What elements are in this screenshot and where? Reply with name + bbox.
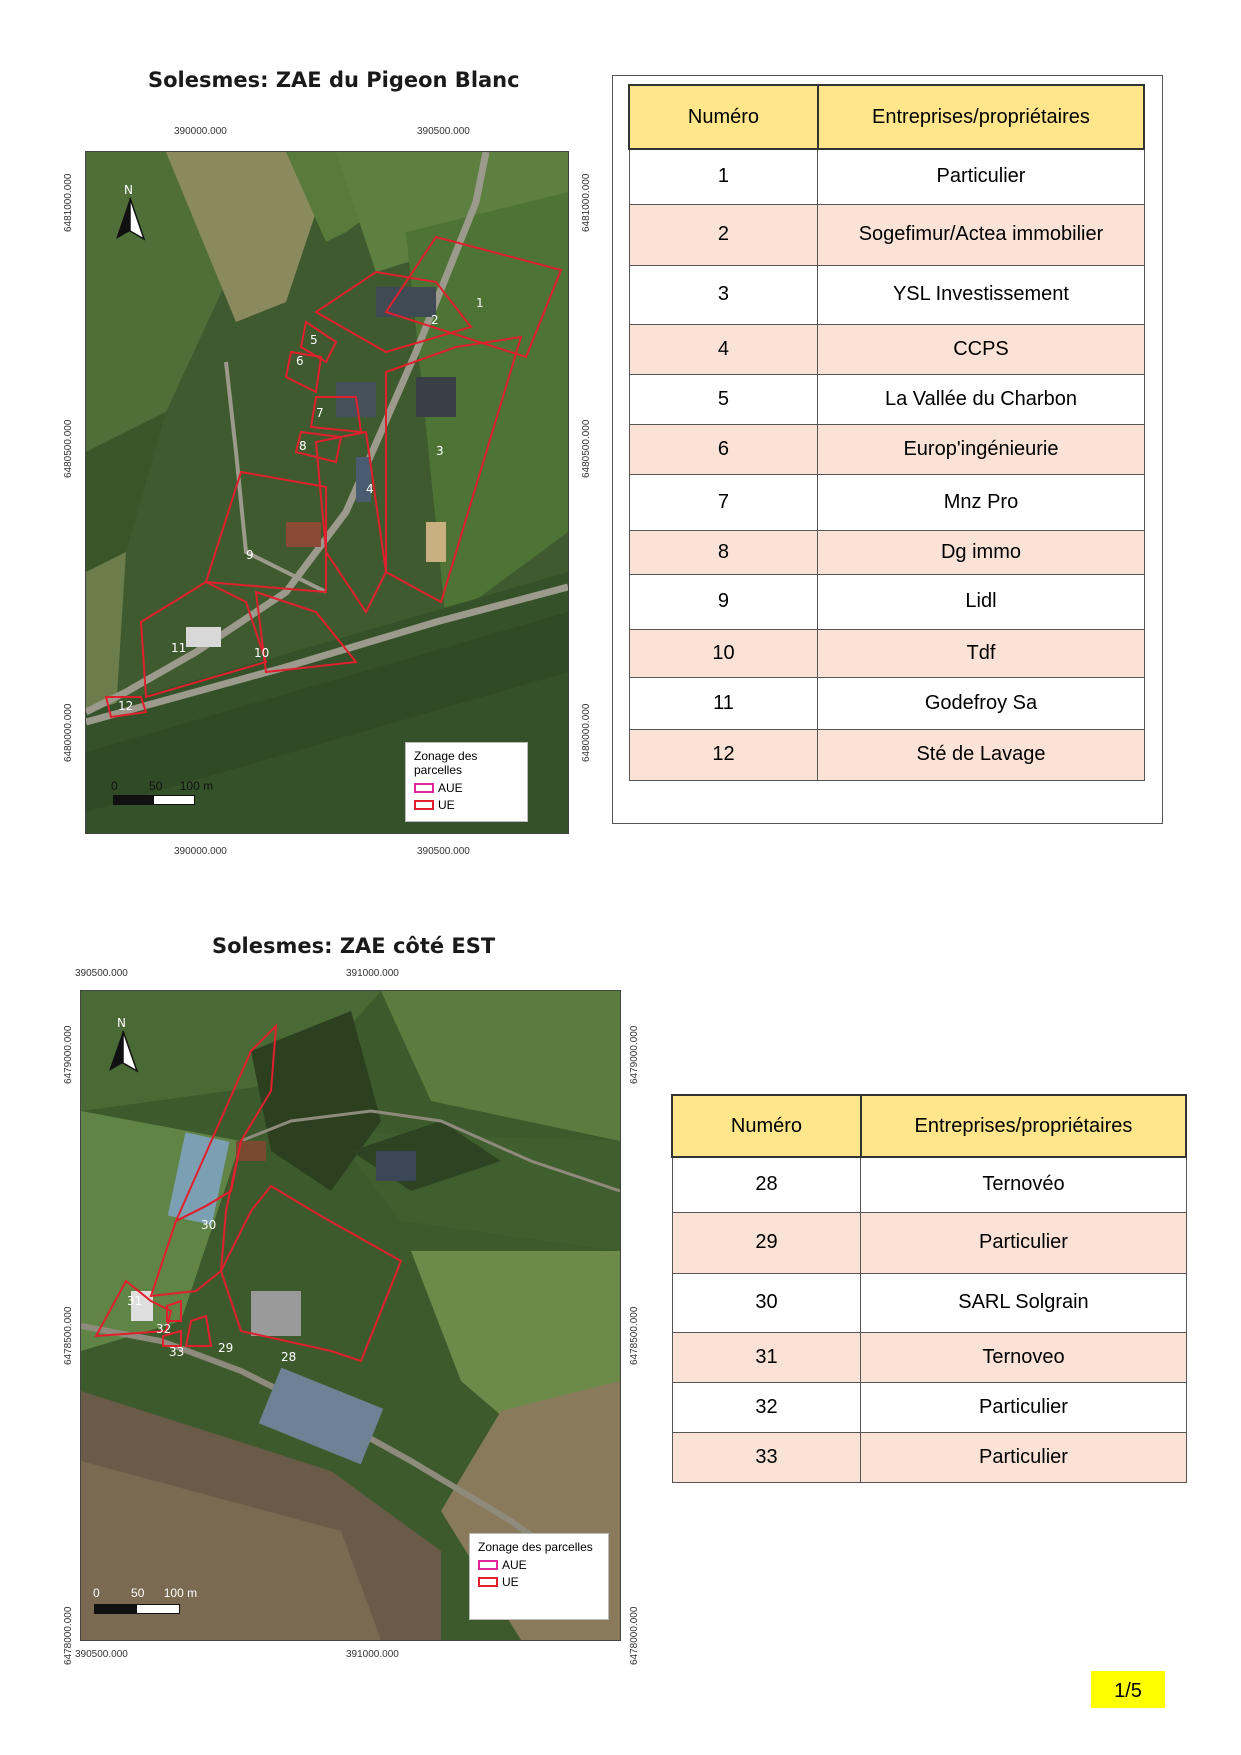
table1-owner: Europ'ingénieurie bbox=[818, 424, 1144, 474]
map1-parcel-label-3: 3 bbox=[436, 444, 444, 458]
map1-scale-bar bbox=[113, 795, 195, 805]
map1-scale-100: 100 m bbox=[179, 779, 214, 793]
table-row bbox=[629, 374, 1144, 424]
table2-owner: Ternoveo bbox=[861, 1332, 1186, 1382]
map1-legend-ue-label: UE bbox=[438, 798, 455, 812]
table1-num: 6 bbox=[629, 424, 818, 474]
map2-parcel-label-31: 31 bbox=[127, 1294, 143, 1308]
map1-legend-title: Zonage des parcelles bbox=[414, 749, 478, 777]
table-row bbox=[672, 1432, 1186, 1482]
table-row bbox=[672, 1332, 1186, 1382]
table2-owner: Particulier bbox=[861, 1432, 1186, 1482]
map1-parcel-label-7: 7 bbox=[316, 406, 324, 420]
map1-parcel-label-11: 11 bbox=[171, 641, 187, 655]
table1-header-entreprises: Entreprises/propriétaires bbox=[818, 85, 1144, 149]
table1-owner: CCPS bbox=[818, 324, 1144, 374]
map1-parcel-label-12: 12 bbox=[118, 699, 134, 713]
table1-num: 8 bbox=[629, 530, 818, 574]
map2-scale-100: 100 m bbox=[163, 1586, 198, 1600]
map2-coord-top-1: 390500.000 bbox=[75, 968, 128, 979]
table2 bbox=[671, 1094, 1187, 1483]
map1-coord-right-3: 6480000.000 bbox=[581, 703, 592, 762]
map2-legend-aue-label: AUE bbox=[502, 1558, 527, 1572]
map1-parcel-label-1: 1 bbox=[476, 296, 484, 310]
table1-num: 10 bbox=[629, 629, 818, 677]
table-row bbox=[629, 677, 1144, 729]
table1-owner: Sogefimur/Actea immobilier bbox=[818, 204, 1144, 265]
table2-num: 31 bbox=[672, 1332, 861, 1382]
table1-owner: Sté de Lavage bbox=[818, 729, 1144, 780]
table2-num: 32 bbox=[672, 1382, 861, 1432]
map2-coord-left-2: 6478500.000 bbox=[63, 1306, 74, 1365]
map1-legend bbox=[405, 742, 528, 822]
table1-owner: Lidl bbox=[818, 574, 1144, 629]
table1-num: 12 bbox=[629, 729, 818, 780]
map2-title: Solesmes: ZAE côté EST bbox=[212, 934, 496, 958]
map1-parcel-label-4: 4 bbox=[366, 482, 374, 496]
map2-coord-right-2: 6478500.000 bbox=[629, 1306, 640, 1365]
table2-num: 29 bbox=[672, 1212, 861, 1273]
map1-parcel-label-10: 10 bbox=[254, 646, 270, 660]
map1-coord-top-2: 390500.000 bbox=[417, 126, 470, 137]
table1-owner: Godefroy Sa bbox=[818, 677, 1144, 729]
map1-parcel-label-2: 2 bbox=[431, 313, 439, 327]
table1-num: 9 bbox=[629, 574, 818, 629]
map2-scale-bar bbox=[94, 1604, 180, 1614]
map1-coord-left-2: 6480500.000 bbox=[63, 419, 74, 478]
map2-coord-bottom-2: 391000.000 bbox=[346, 1649, 399, 1660]
table2-owner: SARL Solgrain bbox=[861, 1273, 1186, 1332]
table-row bbox=[629, 204, 1144, 265]
map2-coord-bottom-1: 390500.000 bbox=[75, 1649, 128, 1660]
table-row bbox=[629, 729, 1144, 780]
table1-num: 3 bbox=[629, 265, 818, 324]
table-row bbox=[672, 1212, 1186, 1273]
table2-num: 28 bbox=[672, 1157, 861, 1212]
ue-swatch-icon bbox=[414, 800, 434, 810]
table1-owner: YSL Investissement bbox=[818, 265, 1144, 324]
map1-coord-left-1: 6481000.000 bbox=[63, 173, 74, 232]
table1-num: 1 bbox=[629, 149, 818, 204]
table-row bbox=[629, 265, 1144, 324]
table2-owner: Particulier bbox=[861, 1382, 1186, 1432]
map1-legend-item-ue bbox=[414, 798, 519, 812]
table1-owner: Dg immo bbox=[818, 530, 1144, 574]
map1-parcel-label-9: 9 bbox=[246, 548, 254, 562]
table-row bbox=[672, 1157, 1186, 1212]
map2-coord-right-3: 6478000.000 bbox=[629, 1606, 640, 1665]
table2-num: 30 bbox=[672, 1273, 861, 1332]
map2-legend-item-ue bbox=[478, 1575, 600, 1589]
map2-scale-0: 0 bbox=[93, 1586, 100, 1600]
table1-num: 4 bbox=[629, 324, 818, 374]
map1-coord-bottom-1: 390000.000 bbox=[174, 846, 227, 857]
aue-swatch-icon bbox=[478, 1560, 498, 1570]
table-row bbox=[629, 629, 1144, 677]
table1-header-numero: Numéro bbox=[629, 85, 818, 149]
map2-coord-left-1: 6479000.000 bbox=[63, 1025, 74, 1084]
map1-coord-bottom-2: 390500.000 bbox=[417, 846, 470, 857]
table2-header-numero: Numéro bbox=[672, 1095, 861, 1157]
table-row bbox=[629, 149, 1144, 204]
table1-num: 2 bbox=[629, 204, 818, 265]
table-row bbox=[629, 574, 1144, 629]
table1-owner: Mnz Pro bbox=[818, 474, 1144, 530]
table1-owner: Particulier bbox=[818, 149, 1144, 204]
map1-legend-aue-label: AUE bbox=[438, 781, 463, 795]
map1-parcel-label-6: 6 bbox=[296, 354, 304, 368]
map1-title: Solesmes: ZAE du Pigeon Blanc bbox=[148, 68, 520, 92]
map2-scale-50: 50 bbox=[131, 1586, 145, 1600]
map1-scale-0: 0 bbox=[111, 779, 118, 793]
map1-parcel-label-5: 5 bbox=[310, 333, 318, 347]
map1-coord-right-1: 6481000.000 bbox=[581, 173, 592, 232]
map2-legend bbox=[469, 1533, 609, 1620]
table2-owner: Ternovéo bbox=[861, 1157, 1186, 1212]
table1-num: 11 bbox=[629, 677, 818, 729]
table-row bbox=[629, 424, 1144, 474]
table-row bbox=[672, 1273, 1186, 1332]
map1-coord-top-1: 390000.000 bbox=[174, 126, 227, 137]
map1-scale-50: 50 bbox=[149, 779, 163, 793]
table1-owner: La Vallée du Charbon bbox=[818, 374, 1144, 424]
map1-north-label: N bbox=[124, 183, 133, 197]
map1-coord-left-3: 6480000.000 bbox=[63, 703, 74, 762]
map1-aerial-view bbox=[85, 151, 569, 834]
map2-parcel-label-30: 30 bbox=[201, 1218, 217, 1232]
table1-num: 7 bbox=[629, 474, 818, 530]
table-row bbox=[629, 324, 1144, 374]
map2-coord-left-3: 6478000.000 bbox=[63, 1606, 74, 1665]
table2-header-entreprises: Entreprises/propriétaires bbox=[861, 1095, 1186, 1157]
page-number: 1/5 bbox=[1091, 1671, 1165, 1708]
map1-scale-labels bbox=[111, 779, 213, 793]
map2-legend-title: Zonage des parcelles bbox=[478, 1540, 593, 1554]
map2-parcel-label-29: 29 bbox=[218, 1341, 234, 1355]
table2-num: 33 bbox=[672, 1432, 861, 1482]
map2-parcel-label-28: 28 bbox=[281, 1350, 297, 1364]
ue-swatch-icon bbox=[478, 1577, 498, 1587]
map1-legend-item-aue bbox=[414, 781, 519, 795]
aue-swatch-icon bbox=[414, 783, 434, 793]
table-row bbox=[672, 1382, 1186, 1432]
map2-parcel-label-33: 33 bbox=[169, 1345, 185, 1359]
table2-owner: Particulier bbox=[861, 1212, 1186, 1273]
map2-aerial-view bbox=[80, 990, 621, 1641]
map1-coord-right-2: 6480500.000 bbox=[581, 419, 592, 478]
map2-parcel-label-32: 32 bbox=[156, 1322, 172, 1336]
map2-coord-top-2: 391000.000 bbox=[346, 968, 399, 979]
table1 bbox=[628, 84, 1145, 781]
map2-legend-ue-label: UE bbox=[502, 1575, 519, 1589]
table1-num: 5 bbox=[629, 374, 818, 424]
table-row bbox=[629, 474, 1144, 530]
map2-legend-item-aue bbox=[478, 1558, 600, 1572]
table1-owner: Tdf bbox=[818, 629, 1144, 677]
table-row bbox=[629, 530, 1144, 574]
map1-parcel-label-8: 8 bbox=[299, 439, 307, 453]
map2-coord-right-1: 6479000.000 bbox=[629, 1025, 640, 1084]
map2-scale-labels bbox=[93, 1586, 197, 1600]
map2-north-label: N bbox=[117, 1016, 126, 1030]
